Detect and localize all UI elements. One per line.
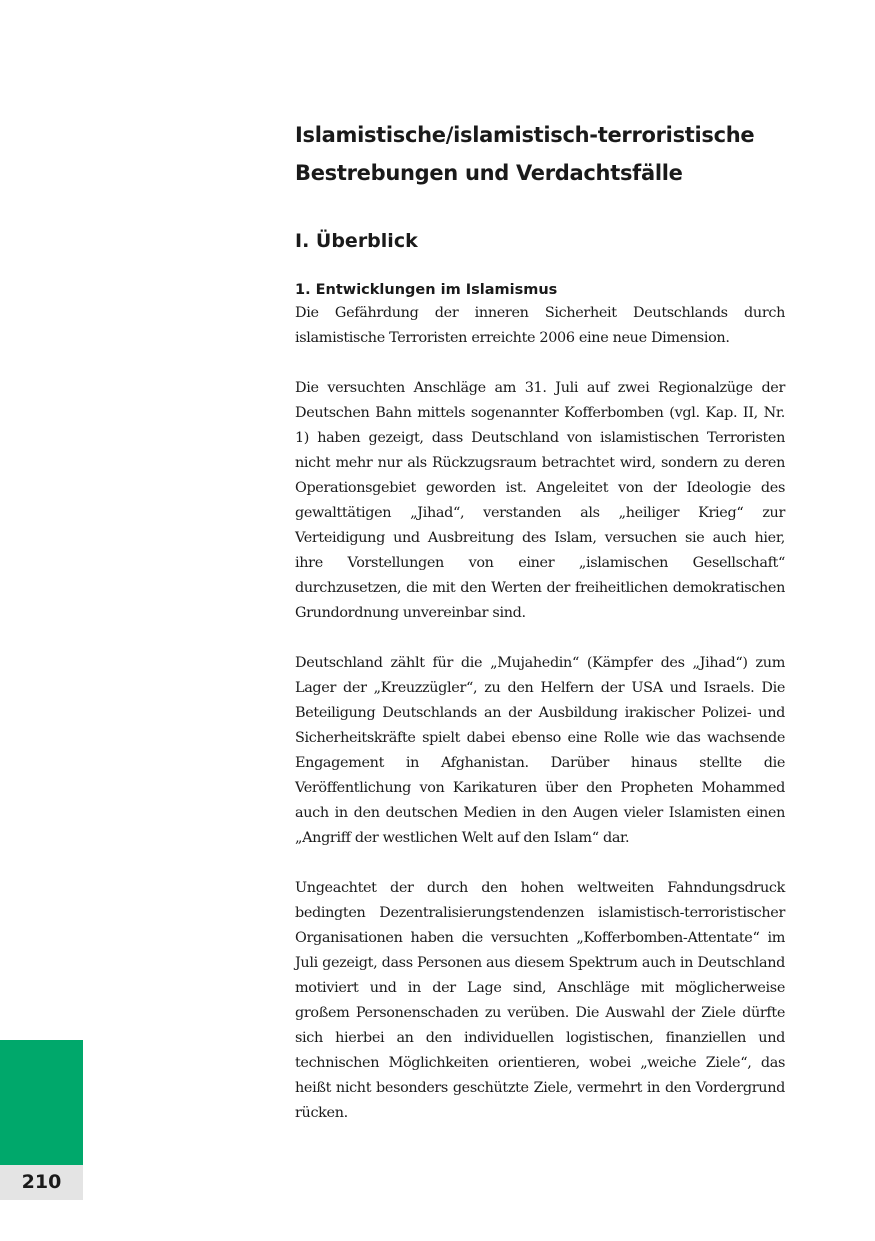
chapter-tab bbox=[0, 1040, 83, 1165]
page-number: 210 bbox=[21, 1171, 62, 1193]
subheading: 1. Entwicklungen im Islamismus bbox=[295, 282, 558, 298]
page-title bbox=[295, 116, 785, 192]
title-line-2: Bestrebungen und Verdachtsfälle bbox=[295, 161, 683, 185]
section-heading: I. Überblick bbox=[295, 230, 418, 252]
paragraph-4: Ungeachtet der durch den hohen weltweiten Fahndungsdruck bedingten Dezentralisierungstendenzen islamistisch-terroristischer Organisationen haben die versuchten „Kofferbomben-Attentate“ im Juli gezeigt, dass Personen aus diesem Spektrum auch in Deutschland motiviert und in der Lage sind, Anschläge mit möglicherweise großem Personenschaden zu verüben. Die Auswahl der Ziele dürfte sich hierbei an den individuellen logistischen, finanziellen und technischen Möglichkeiten orientieren, wobei „weiche Ziele“, das heißt nicht besonders geschützte Ziele, vermehrt in den Vordergrund rücken. bbox=[295, 880, 785, 1121]
paragraph-1: Die Gefährdung der inneren Sicherheit Deutschlands durch islamistische Terroristen erreichte 2006 eine neue Dimension. bbox=[295, 305, 785, 346]
paragraph-2: Die versuchten Anschläge am 31. Juli auf zwei Regionalzüge der Deutschen Bahn mittels sogenannter Kofferbomben (vgl. Kap. II, Nr. 1) haben gezeigt, dass Deutschland von islamistischen Terroristen nicht mehr nur als Rückzugsraum betrachtet wird, sondern zu deren Operationsgebiet geworden ist. Angeleitet von der Ideologie des gewalttätigen „Jihad“, verstanden als „heiliger Krieg“ zur Verteidigung und Ausbreitung des Islam, versuchen sie auch hier, ihre Vorstellungen von einer „islamischen Gesellschaft“ durchzusetzen, die mit den Werten der freiheitlichen demokratischen Grundordnung unvereinbar sind. bbox=[295, 380, 785, 621]
title-line-1: Islamistische/islamistisch-terroristische bbox=[295, 123, 755, 147]
main-content bbox=[295, 116, 785, 1151]
paragraph-3: Deutschland zählt für die „Mujahedin“ (Kämpfer des „Jihad“) zum Lager der „Kreuzzügler“, zu den Helfern der USA und Israels. Die Beteiligung Deutschlands an der Ausbildung irakischer Polizei- und Sicherheitskräfte spielt dabei ebenso eine Rolle wie das wachsende Engagement in Afghanistan. Darüber hinaus stellte die Veröffentlichung von Karikaturen über den Propheten Mohammed auch in den deutschen Medien in den Augen vieler Islamisten einen „Angriff der westlichen Welt auf den Islam“ dar. bbox=[295, 655, 785, 846]
